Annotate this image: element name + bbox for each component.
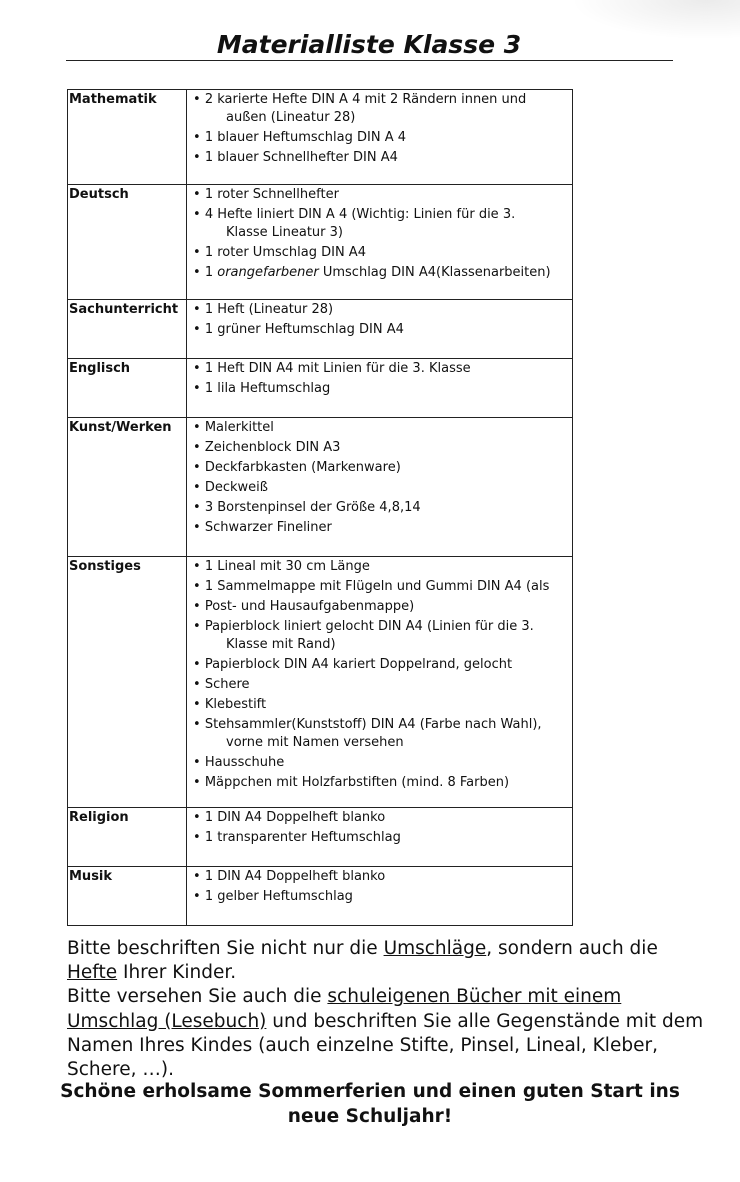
material-table [67, 89, 573, 926]
item-text: Deckfarbkasten (Markenware) [204, 460, 401, 475]
item-text: Papierblock liniert gelocht DIN A4 (Linien für die 3. [204, 619, 534, 634]
list-item [193, 499, 572, 517]
list-item [193, 264, 572, 282]
item-list [193, 558, 572, 792]
list-item [193, 809, 572, 827]
list-item [193, 676, 572, 694]
item-text: 4 Hefte liniert DIN A 4 (Wichtig: Linien für die 3. [204, 207, 516, 222]
item-text: Schere [204, 677, 250, 692]
subject-cell: Kunst/Werken [68, 418, 187, 557]
item-text: 1 blauer Schnellhefter DIN A4 [204, 150, 398, 165]
item-text: 1 Heft (Lineatur 28) [204, 302, 334, 317]
item-list [193, 91, 572, 167]
item-list [193, 186, 572, 282]
list-item [193, 129, 572, 147]
item-continuation: außen (Lineatur 28) [226, 110, 356, 125]
item-text: 1 Heft DIN A4 mit Linien für die 3. Klasse [204, 361, 471, 376]
list-item [193, 149, 572, 167]
item-text: Stehsammler(Kunststoff) DIN A4 (Farbe nach Wahl), [204, 717, 542, 732]
items-cell [187, 90, 573, 185]
table-row [68, 359, 573, 418]
item-text: 1 blauer Heftumschlag DIN A 4 [204, 130, 407, 145]
list-item [193, 419, 572, 437]
list-item [193, 459, 572, 477]
item-continuation: vorne mit Namen versehen [226, 735, 404, 750]
list-item [193, 558, 572, 576]
item-text: 1 DIN A4 Doppelheft blanko [204, 810, 386, 825]
item-text: 1 roter Schnellhefter [204, 187, 339, 202]
item-text: 1 transparenter Heftumschlag [204, 830, 401, 845]
item-continuation: Klasse Lineatur 3) [226, 225, 343, 240]
item-text: 1 Lineal mit 30 cm Länge [204, 559, 370, 574]
footer-text: Ihrer Kinder. [117, 962, 237, 984]
table-row [68, 300, 573, 359]
footer-text: und beschriften Sie alle Gegenstände mit dem Namen Ihres Kindes (auch einzelne Stifte, Pinsel, Lineal, Kleber, Schere, …). [67, 1010, 704, 1081]
list-item [193, 479, 572, 497]
footer-notes [67, 937, 707, 1082]
items-cell [187, 557, 573, 808]
list-item [193, 91, 572, 127]
list-item [193, 754, 572, 772]
item-text: 1 lila Heftumschlag [204, 381, 331, 396]
item-text: Zeichenblock DIN A3 [204, 440, 341, 455]
footer-text: , sondern auch die [486, 938, 658, 959]
item-text: Mäppchen mit Holzfarbstiften (mind. 8 Farben) [204, 775, 510, 790]
items-cell [187, 808, 573, 867]
list-item [193, 598, 572, 616]
list-item [193, 360, 572, 378]
subject-cell: Sonstiges [68, 557, 187, 808]
list-item [193, 206, 572, 242]
list-item [193, 618, 572, 654]
footer-text: Bitte beschriften Sie nicht nur die [67, 938, 384, 959]
table-row [68, 808, 573, 867]
list-item [193, 696, 572, 714]
footer-underlined-umschlaege: Umschläge [383, 938, 487, 959]
item-list [193, 868, 572, 906]
items-cell [187, 418, 573, 557]
closing-wish: Schöne erholsame Sommerferien und einen guten Start ins neue Schuljahr! [60, 1081, 680, 1127]
item-text: 2 karierte Hefte DIN A 4 mit 2 Rändern innen und [204, 92, 527, 107]
item-text: Papierblock DIN A4 kariert Doppelrand, gelocht [204, 657, 513, 672]
footer-paragraph-labels [67, 937, 707, 985]
list-item [193, 656, 572, 674]
list-item [193, 774, 572, 792]
subject-cell: Musik [68, 867, 187, 926]
footer-underlined-books: schuleigenen Bücher mit einem Umschlag (Lesebuch) [67, 986, 622, 1032]
list-item [193, 321, 572, 339]
item-list [193, 301, 572, 339]
list-item [193, 888, 572, 906]
item-text: Schwarzer Fineliner [204, 520, 332, 535]
item-continuation: Klasse mit Rand) [226, 637, 336, 652]
item-text: Malerkittel [204, 420, 274, 435]
table-row [68, 90, 573, 185]
footer-paragraph-books [67, 985, 707, 1082]
table-row [68, 185, 573, 300]
item-text: 3 Borstenpinsel der Größe 4,8,14 [204, 500, 421, 515]
item-list [193, 360, 572, 398]
subject-cell: Religion [68, 808, 187, 867]
items-cell [187, 185, 573, 300]
items-cell [187, 867, 573, 926]
footer-text: Bitte versehen Sie auch die [67, 986, 328, 1008]
list-item [193, 519, 572, 537]
item-text-after: Umschlag DIN A4(Klassenarbeiten) [322, 265, 551, 280]
item-list [193, 419, 572, 537]
items-cell [187, 359, 573, 418]
list-item [193, 868, 572, 886]
title-underline [66, 60, 673, 61]
item-text: Deckweiß [204, 480, 268, 495]
list-item [193, 301, 572, 319]
item-text: 1 grüner Heftumschlag DIN A4 [204, 322, 404, 337]
subject-cell: Deutsch [68, 185, 187, 300]
item-emphasis: orangefarbener [217, 265, 319, 280]
table-row [68, 867, 573, 926]
item-text: Post- und Hausaufgabenmappe) [204, 599, 415, 614]
list-item [193, 380, 572, 398]
list-item [193, 186, 572, 204]
footer-underlined-hefte: Hefte [67, 962, 118, 984]
material-table-body [68, 90, 573, 926]
items-cell [187, 300, 573, 359]
subject-cell: Mathematik [68, 90, 187, 185]
item-text: Klebestift [204, 697, 267, 712]
table-row [68, 418, 573, 557]
subject-cell: Englisch [68, 359, 187, 418]
list-item [193, 439, 572, 457]
item-list [193, 809, 572, 847]
item-text: 1 [204, 265, 214, 280]
item-text: 1 roter Umschlag DIN A4 [204, 245, 366, 260]
page-title: Materialliste Klasse 3 [216, 30, 522, 59]
list-item [193, 578, 572, 596]
list-item [193, 829, 572, 847]
subject-cell: Sachunterricht [68, 300, 187, 359]
table-row [68, 557, 573, 808]
item-text: 1 Sammelmappe mit Flügeln und Gummi DIN A4 (als [204, 579, 550, 594]
list-item [193, 716, 572, 752]
list-item [193, 244, 572, 262]
item-text: 1 DIN A4 Doppelheft blanko [204, 869, 386, 884]
item-text: Hausschuhe [204, 755, 285, 770]
item-text: 1 gelber Heftumschlag [204, 889, 353, 904]
